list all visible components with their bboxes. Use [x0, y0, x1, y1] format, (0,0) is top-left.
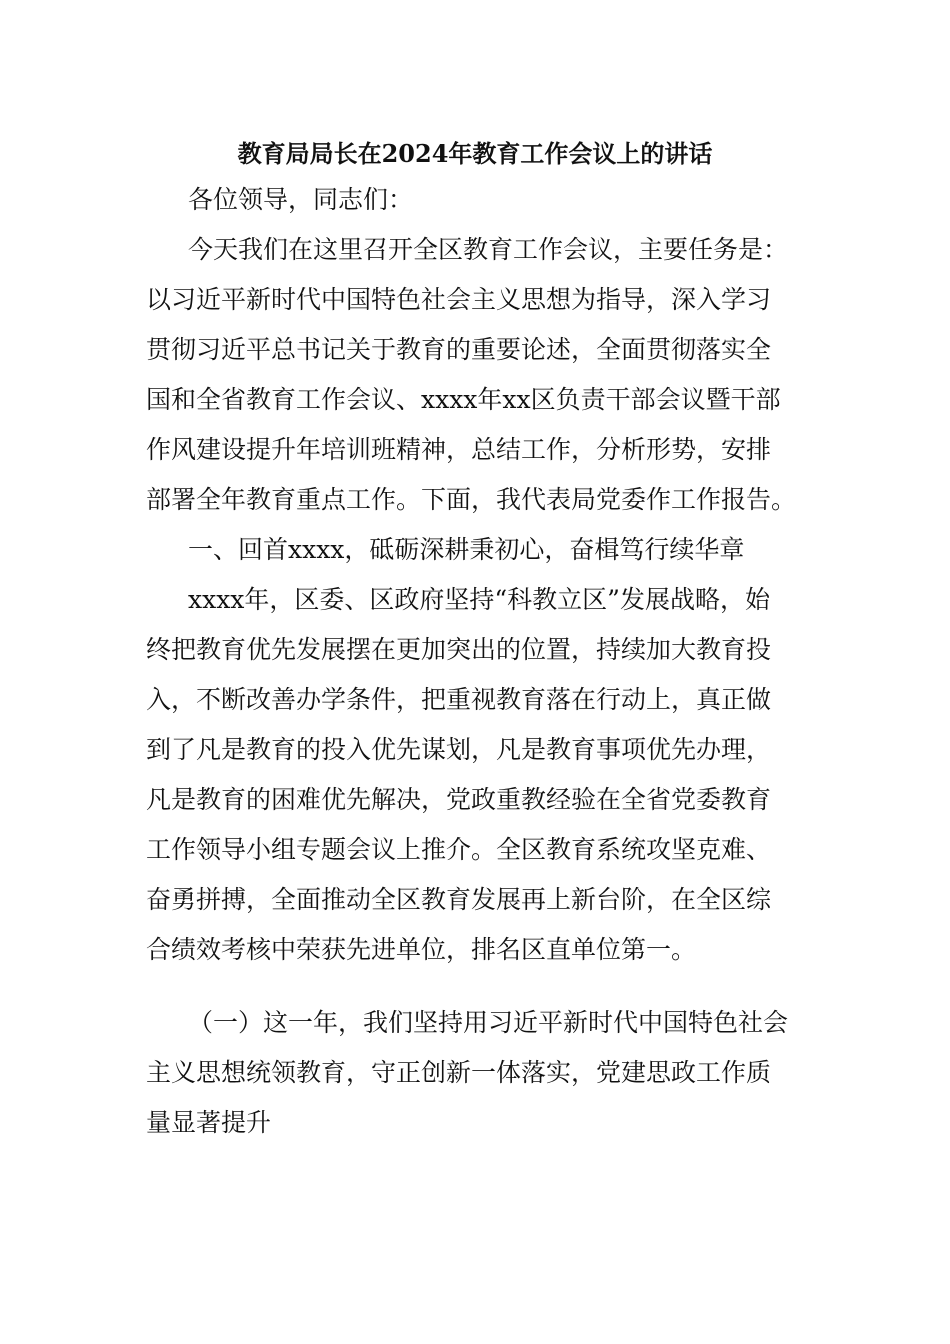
paragraph-line: 贯彻习近平总书记关于教育的重要论述，全面贯彻落实全 — [146, 335, 772, 364]
document-title: 教育局局长在2024年教育工作会议上的讲话 — [237, 139, 713, 168]
paragraph-line: 以习近平新时代中国特色社会主义思想为指导，深入学习 — [146, 285, 772, 314]
paragraph-line: 终把教育优先发展摆在更加突出的位置，持续加大教育投 — [146, 635, 772, 664]
subsection-heading: （一）这一年，我们坚持用习近平新时代中国特色社会 — [188, 1008, 789, 1037]
paragraph-line: 部署全年教育重点工作。下面，我代表局党委作工作报告。 — [146, 485, 797, 514]
paragraph-line: 合绩效考核中荣获先进单位，排名区直单位第一。 — [146, 935, 697, 964]
section-heading: 一、回首xxxx，砥砺深耕秉初心，奋楫笃行续华章 — [188, 535, 745, 564]
paragraph-line: 入，不断改善办学条件，把重视教育落在行动上，真正做 — [146, 685, 772, 714]
paragraph-line: 工作领导小组专题会议上推介。全区教育系统攻坚克难、 — [146, 835, 772, 864]
subsection-heading-line: 主义思想统领教育，守正创新一体落实，党建思政工作质 — [146, 1058, 772, 1087]
paragraph-line: 国和全省教育工作会议、xxxx年xx区负责干部会议暨干部 — [146, 385, 781, 414]
paragraph-line: 作风建设提升年培训班精神，总结工作，分析形势，安排 — [146, 435, 772, 464]
paragraph-line: xxxx年，区委、区政府坚持“科教立区”发展战略，始 — [188, 585, 770, 614]
paragraph-line: 今天我们在这里召开全区教育工作会议，主要任务是： — [188, 235, 789, 264]
salutation: 各位领导，同志们： — [188, 185, 414, 214]
paragraph-line: 凡是教育的困难优先解决，党政重教经验在全省党委教育 — [146, 785, 772, 814]
subsection-heading-line: 量显著提升 — [146, 1108, 272, 1137]
paragraph-line: 到了凡是教育的投入优先谋划，凡是教育事项优先办理， — [146, 735, 772, 764]
paragraph-line: 奋勇拼搏，全面推动全区教育发展再上新台阶，在全区综 — [146, 885, 772, 914]
